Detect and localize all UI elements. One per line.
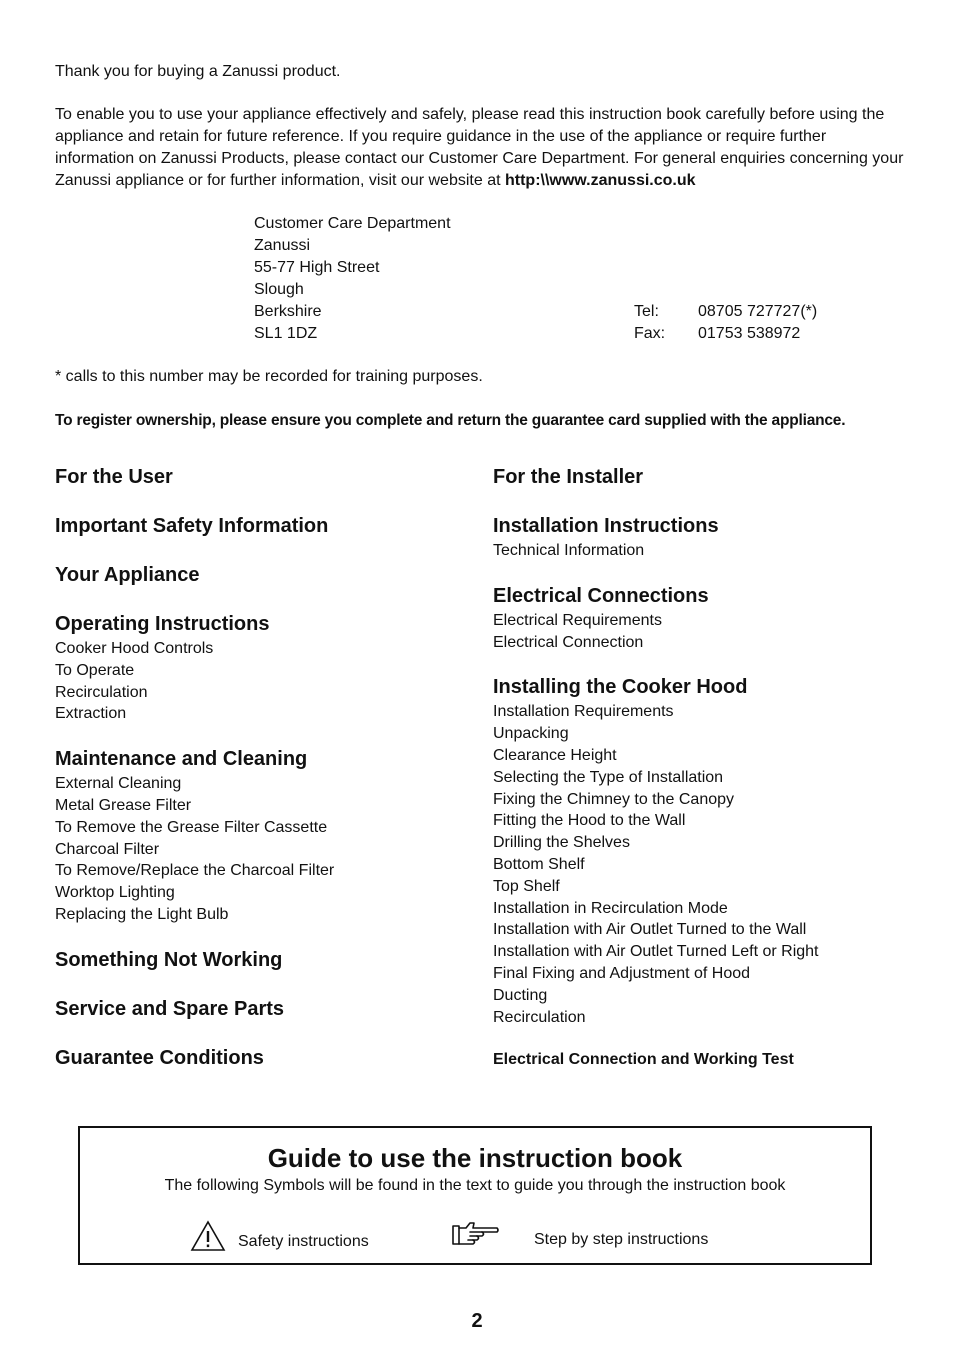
address-line: Slough xyxy=(254,281,304,298)
list-item: Electrical Connection xyxy=(493,633,644,651)
electrical-list xyxy=(493,610,913,654)
heading-maintenance: Maintenance and Cleaning xyxy=(55,748,308,771)
list-item: Installation in Recirculation Mode xyxy=(493,899,728,917)
installation-list xyxy=(493,540,913,562)
heading-installing: Installing the Cooker Hood xyxy=(493,676,748,699)
list-item: External Cleaning xyxy=(55,775,182,793)
heading-operating: Operating Instructions xyxy=(55,613,270,635)
address-line: 55-77 High Street xyxy=(254,259,380,276)
list-item: Recirculation xyxy=(493,1008,586,1026)
operating-list xyxy=(55,638,475,725)
list-item: Cooker Hood Controls xyxy=(55,640,214,657)
fax-label: Fax: xyxy=(634,325,666,342)
address-line: Berkshire xyxy=(254,303,322,320)
list-item: To Remove the Grease Filter Cassette xyxy=(55,818,328,836)
warning-triangle-icon xyxy=(190,1220,226,1252)
address-line: Zanussi xyxy=(254,237,311,254)
heading-safety: Important Safety Information xyxy=(55,515,329,537)
heading-not-working: Something Not Working xyxy=(55,948,283,971)
guide-box xyxy=(78,1126,872,1265)
register-notice: To register ownership, please ensure you complete and return the guarantee card supplied with the appliance. xyxy=(55,412,846,429)
page-number: 2 xyxy=(471,1310,483,1332)
guide-title: Guide to use the instruction book xyxy=(267,1143,683,1173)
list-item: Fixing the Chimney to the Canopy xyxy=(493,790,735,808)
contact-block xyxy=(634,301,817,345)
list-item: Replacing the Light Bulb xyxy=(55,905,229,923)
step-label: Step by step instructions xyxy=(534,1231,709,1248)
tel-label: Tel: xyxy=(634,303,659,320)
list-item: Metal Grease Filter xyxy=(55,796,192,814)
maintenance-list xyxy=(55,773,475,926)
list-item: Final Fixing and Adjustment of Hood xyxy=(493,964,751,982)
list-item: To Remove/Replace the Charcoal Filter xyxy=(55,862,335,880)
address-block xyxy=(254,213,451,345)
heading-for-user: For the User xyxy=(55,466,173,488)
tel-value: 08705 727727(*) xyxy=(698,303,818,320)
address-line: SL1 1DZ xyxy=(254,325,318,342)
intro-text: Thank you for buying a Zanussi product. xyxy=(55,63,341,80)
pointing-hand-icon xyxy=(452,1220,500,1250)
heading-service: Service and Spare Parts xyxy=(55,997,285,1020)
list-item: To Operate xyxy=(55,661,135,679)
heading-installation: Installation Instructions xyxy=(493,515,719,537)
list-item: Installation with Air Outlet Turned to the Wall xyxy=(493,921,807,939)
list-item: Selecting the Type of Installation xyxy=(493,768,724,786)
list-item: Technical Information xyxy=(493,542,645,559)
list-item: Ducting xyxy=(493,986,548,1004)
list-item: Recirculation xyxy=(55,683,148,701)
fax-value: 01753 538972 xyxy=(698,325,801,342)
heading-guarantee: Guarantee Conditions xyxy=(55,1046,264,1069)
contents-installer-column xyxy=(493,463,913,1071)
heading-electrical: Electrical Connections xyxy=(493,584,709,607)
list-item: Fitting the Hood to the Wall xyxy=(493,812,686,830)
step-symbol-row xyxy=(452,1220,708,1250)
guide-subtitle: The following Symbols will be found in the text to guide you through the instruction book xyxy=(164,1177,786,1194)
list-item: Top Shelf xyxy=(493,877,560,895)
website-link[interactable]: http:\\www.zanussi.co.uk xyxy=(504,172,696,189)
list-item: Worktop Lighting xyxy=(55,884,175,902)
contents-user-column xyxy=(55,463,475,1072)
list-item: Drilling the Shelves xyxy=(493,834,630,852)
heading-working-test: Electrical Connection and Working Test xyxy=(493,1051,794,1069)
enable-paragraph xyxy=(55,104,907,192)
heading-appliance: Your Appliance xyxy=(55,564,200,586)
list-item: Installation Requirements xyxy=(493,703,674,721)
list-item: Installation with Air Outlet Turned Left or Right xyxy=(493,943,819,961)
safety-symbol-row xyxy=(190,1220,369,1252)
list-item: Charcoal Filter xyxy=(55,840,160,858)
list-item: Bottom Shelf xyxy=(493,855,585,873)
list-item: Electrical Requirements xyxy=(493,611,662,629)
heading-for-installer: For the Installer xyxy=(493,466,644,488)
enable-text: To enable you to use your appliance effectively and safely, please read this instruction book carefully before using the appliance and retain for future reference. If you require guidance in the use of the appliance or require further information on Zanussi Products, please contact our Customer Care Department. For general enquiries concerning your Zanussi appliance or for further information, visit our website at xyxy=(55,106,904,189)
installing-list xyxy=(493,701,913,1028)
list-item: Unpacking xyxy=(493,725,569,743)
list-item: Extraction xyxy=(55,705,127,723)
recording-note: * calls to this number may be recorded for training purposes. xyxy=(55,368,483,385)
list-item: Clearance Height xyxy=(493,746,617,764)
address-line: Customer Care Department xyxy=(254,215,451,232)
safety-label: Safety instructions xyxy=(238,1233,369,1250)
